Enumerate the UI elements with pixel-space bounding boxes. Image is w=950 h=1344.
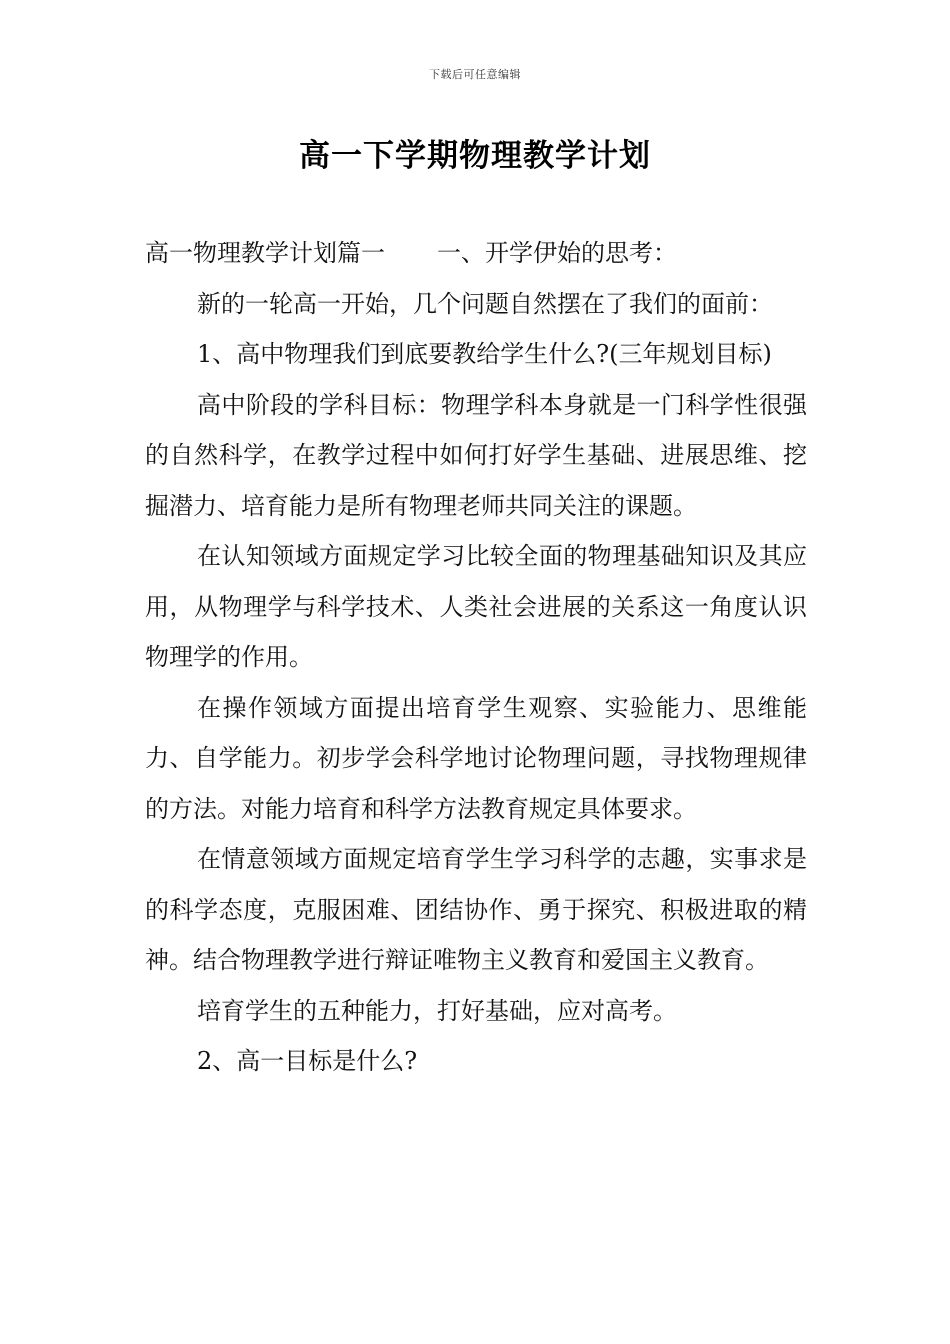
paragraph: 在情意领域方面规定培育学生学习科学的志趣，实事求是的科学态度，克服困难、团结协作、勇于探究、积极进取的精神。结合物理教学进行辩证唯物主义教育和爱国主义教育。 [145,845,807,974]
paragraph: 培育学生的五种能力，打好基础，应对高考。 [197,996,677,1025]
document-title: 高一下学期物理教学计划 [299,138,651,174]
intro-label: 高一物理教学计划篇一 [145,239,385,267]
paragraph: 1、高中物理我们到底要教给学生什么?(三年规划目标) [197,340,772,368]
intro-section: 一、开学伊始的思考： [437,239,677,267]
paragraph: 新的一轮高一开始，几个问题自然摆在了我们的面前： [197,289,773,318]
paragraph: 高中阶段的学科目标：物理学科本身就是一门科学性很强的自然科学，在教学过程中如何打好学生基础、进展思维、挖掘潜力、培育能力是所有物理老师共同关注的课题。 [145,390,807,520]
document-body [145,228,807,1087]
paragraph: 在操作领域方面提出培育学生观察、实验能力、思维能力、自学能力。初步学会科学地讨论物理问题，寻找物理规律的方法。对能力培育和科学方法教育规定具体要求。 [145,693,807,823]
intro-line [145,228,807,279]
paragraph: 在认知领域方面规定学习比较全面的物理基础知识及其应用，从物理学与科学技术、人类社会进展的关系这一角度认识物理学的作用。 [145,542,807,671]
header-note: 下载后可任意编辑 [429,68,521,81]
paragraph: 2、高一目标是什么? [197,1047,418,1075]
